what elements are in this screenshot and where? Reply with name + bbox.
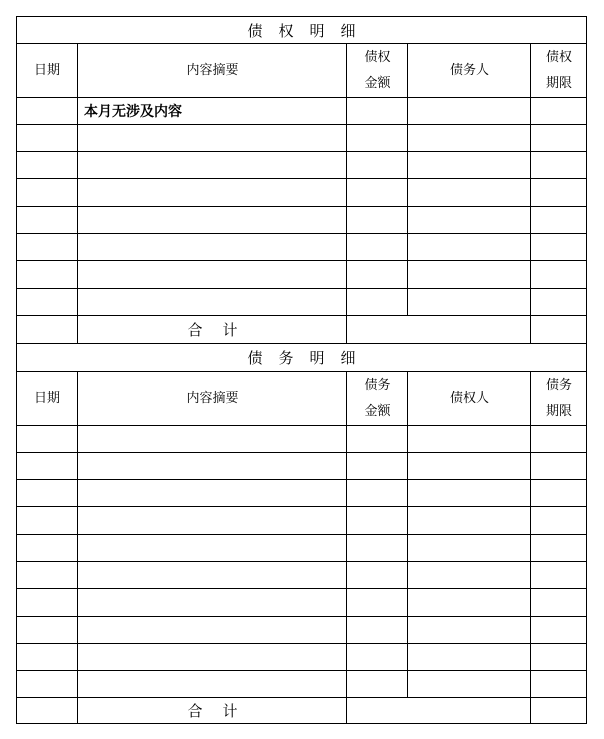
debt-header-amount — [347, 372, 408, 426]
credit-header-amount-line1: 债权 — [364, 50, 391, 65]
credit-header-term — [531, 44, 587, 98]
credit-header-term-line2: 期限 — [545, 76, 572, 91]
debt-header-creditor: 债权人 — [449, 391, 489, 406]
debt-header-amount-line2: 金额 — [364, 404, 391, 419]
credit-section-title: 债权明细 — [247, 21, 372, 40]
credit-header-debtor: 债务人 — [449, 63, 489, 78]
debt-total-label: 合计 — [187, 702, 258, 720]
debt-header-date: 日期 — [33, 391, 60, 406]
credit-header-date: 日期 — [33, 63, 60, 78]
debt-header-amount-line1: 债务 — [364, 378, 391, 393]
debt-header-term-line1: 债务 — [545, 378, 572, 393]
debt-header-term-line2: 期限 — [545, 404, 572, 419]
credit-header-term-line1: 债权 — [545, 50, 572, 65]
credit-header-summary: 内容摘要 — [186, 63, 239, 78]
debt-header-term — [531, 372, 587, 426]
debt-header-summary: 内容摘要 — [186, 391, 239, 406]
debt-section-title: 债务明细 — [247, 349, 372, 367]
credit-row-summary-note: 本月无涉及内容 — [84, 103, 182, 120]
credit-header-amount — [347, 44, 408, 98]
credit-header-amount-line2: 金额 — [364, 76, 391, 91]
credit-total-label: 合计 — [187, 321, 258, 339]
